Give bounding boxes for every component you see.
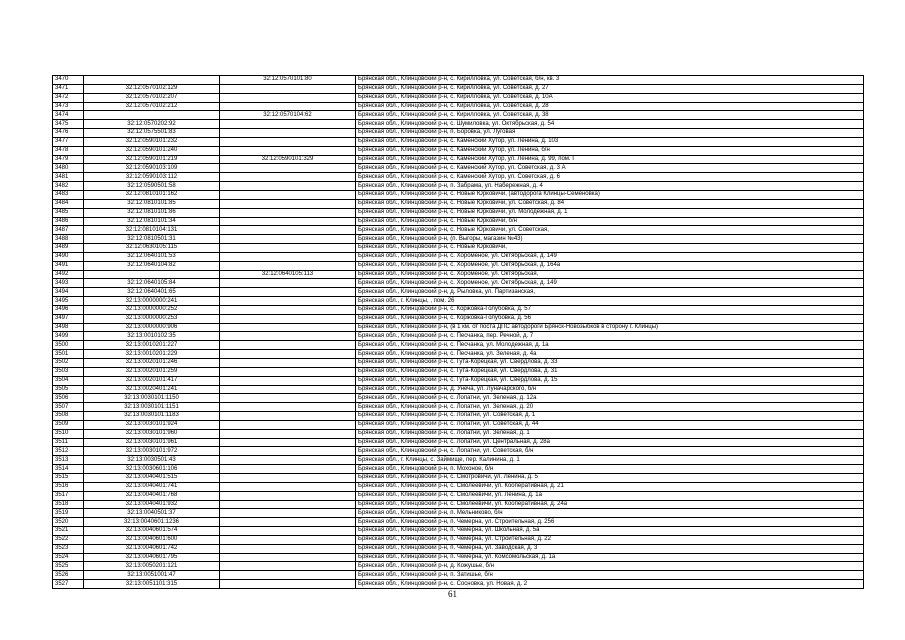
building-cadastral-number-cell: [220, 367, 356, 376]
building-cadastral-number-cell: [220, 447, 356, 456]
building-cadastral-number-cell: [220, 305, 356, 314]
table-row: [53, 447, 864, 456]
building-cadastral-number-cell: [220, 465, 356, 474]
table-row: [53, 509, 864, 518]
building-cadastral-number-cell: [220, 553, 356, 562]
address-cell: Брянская обл., Клинцовский р-н, с. Лопатни, ул. Советская, б/н: [356, 447, 864, 456]
table-row: [53, 288, 864, 297]
row-number-cell: 3472: [53, 93, 84, 102]
cadastral-number-cell: 32:13:0020101:246: [84, 359, 220, 368]
address-cell: Брянская обл., Клинцовский р-н, с. Смолеевичи, ул. Ленина, д. 1а: [356, 491, 864, 500]
table-row: [53, 500, 864, 509]
address-cell: Брянская обл., Клинцовский р-н, с. Каменский Хутор, ул. Советская, д. 3 А: [356, 164, 864, 173]
cadastral-number-cell: 32:12:0640401:65: [84, 288, 220, 297]
row-number-cell: 3491: [53, 261, 84, 270]
cadastral-number-cell: 32:12:0575501:83: [84, 129, 220, 138]
row-number-cell: 3520: [53, 518, 84, 527]
address-cell: Брянская обл., Клинцовский р-н, п. Чемерна, ул. Строительная, д. 256: [356, 518, 864, 527]
table-row: [53, 350, 864, 359]
cadastral-number-cell: 32:13:0040401:768: [84, 491, 220, 500]
building-cadastral-number-cell: [220, 394, 356, 403]
table-row: [53, 571, 864, 580]
building-cadastral-number-cell: [220, 297, 356, 306]
cadastral-number-cell: 32:13:0040501:37: [84, 509, 220, 518]
building-cadastral-number-cell: [220, 456, 356, 465]
table-row: [53, 208, 864, 217]
table-row: [53, 182, 864, 191]
address-cell: Брянская обл., Клинцовский р-н, с. Новые Юрковичи, ул. Молодежная, д. 1: [356, 208, 864, 217]
table-row: [53, 518, 864, 527]
cadastral-number-cell: 32:12:0590103:112: [84, 173, 220, 182]
building-cadastral-number-cell: [220, 359, 356, 368]
row-number-cell: 3525: [53, 562, 84, 571]
cadastral-number-cell: 32:13:0000000:906: [84, 323, 220, 332]
cadastral-number-cell: 32:13:0050201:121: [84, 562, 220, 571]
address-cell: Брянская обл., Клинцовский р-н, с. Каменский Хутор, ул. Ленина, д. 99, пом. I: [356, 155, 864, 164]
cadastral-number-cell: 32:13:0010102:35: [84, 332, 220, 341]
cadastral-number-cell: 32:12:0630105:115: [84, 244, 220, 253]
table-row: [53, 465, 864, 474]
cadastral-number-cell: 32:13:0040601:600: [84, 535, 220, 544]
row-number-cell: 3474: [53, 111, 84, 120]
building-cadastral-number-cell: [220, 252, 356, 261]
cadastral-number-cell: 32:12:0810501:31: [84, 235, 220, 244]
row-number-cell: 3482: [53, 182, 84, 191]
address-cell: Брянская обл., Клинцовский р-н, п. Забрама, ул. Набережная, д. 4: [356, 182, 864, 191]
table-row: [53, 217, 864, 226]
table-row: [53, 473, 864, 482]
cadastral-number-cell: 32:12:0810101:34: [84, 217, 220, 226]
row-number-cell: 3487: [53, 226, 84, 235]
cadastral-number-cell: 32:13:0020101:259: [84, 367, 220, 376]
cadastral-number-cell: 32:12:0810101:162: [84, 190, 220, 199]
row-number-cell: 3483: [53, 190, 84, 199]
table-row: [53, 412, 864, 421]
building-cadastral-number-cell: [220, 208, 356, 217]
row-number-cell: 3481: [53, 173, 84, 182]
address-cell: Брянская обл., Клинцовский р-н, с. Лопатни, ул. Зеленая, д. 1: [356, 429, 864, 438]
address-cell: Брянская обл., Клинцовский р-н, п. Чемерна, ул. Строительная, д. 22: [356, 535, 864, 544]
building-cadastral-number-cell: [220, 341, 356, 350]
building-cadastral-number-cell: [220, 226, 356, 235]
table-row: [53, 190, 864, 199]
address-cell: Брянская обл., Клинцовский р-н, с. Новые Юрковичи, ул. Советская, д. 84: [356, 199, 864, 208]
building-cadastral-number-cell: [220, 102, 356, 111]
building-cadastral-number-cell: [220, 562, 356, 571]
row-number-cell: 3511: [53, 438, 84, 447]
address-cell: Брянская обл., Клинцовский р-н, п. Чемерна, ул. Школьная, д. 5а: [356, 527, 864, 536]
address-cell: Брянская обл., Клинцовский р-н, (в 1 км. от поста ДПС автодороги Брянск-Новозыбков в сторону г. Клинцы): [356, 323, 864, 332]
row-number-cell: 3479: [53, 155, 84, 164]
row-number-cell: 3503: [53, 367, 84, 376]
address-cell: Брянская обл., Клинцовский р-н, с. Лопатни, ул. Зеленая, д. 12а: [356, 394, 864, 403]
address-cell: Брянская обл., Клинцовский р-н, п. Чемерна, ул. Комсомольская, д. 1а: [356, 553, 864, 562]
table-row: [53, 146, 864, 155]
row-number-cell: 3497: [53, 314, 84, 323]
cadastral-number-cell: 32:13:0010201:229: [84, 350, 220, 359]
row-number-cell: 3521: [53, 527, 84, 536]
row-number-cell: 3510: [53, 429, 84, 438]
building-cadastral-number-cell: [220, 199, 356, 208]
address-cell: Брянская обл., Клинцовский р-н, с. Новые Юрковичи, ул. Советская,: [356, 226, 864, 235]
row-number-cell: 3504: [53, 376, 84, 385]
cadastral-number-cell: 32:13:0030101:960: [84, 429, 220, 438]
address-cell: Брянская обл., Клинцовский р-н, п. Мельниково, б/н: [356, 509, 864, 518]
address-cell: Брянская обл., Клинцовский р-н, с. Кирилловка, ул. Советская, д. 28: [356, 102, 864, 111]
building-cadastral-number-cell: [220, 420, 356, 429]
address-cell: Брянская обл., Клинцовский р-н, с. Коржовка-Голубовка, д. 57: [356, 305, 864, 314]
cadastral-number-cell: 32:13:0030101:1150: [84, 394, 220, 403]
address-cell: Брянская обл., Клинцовский р-н, с. Кирилловка, ул. Советская, д. 10А: [356, 93, 864, 102]
cadastral-number-cell: 32:13:0040601:1236: [84, 518, 220, 527]
table-row: [53, 341, 864, 350]
address-cell: Брянская обл., Клинцовский р-н, с. Хороменое, ул. Октябрьская, д. 164а: [356, 261, 864, 270]
row-number-cell: 3476: [53, 129, 84, 138]
table-row: [53, 332, 864, 341]
building-cadastral-number-cell: 32:12:0640105:113: [220, 270, 356, 279]
cadastral-number-cell: 32:12:0590101:240: [84, 146, 220, 155]
address-cell: Брянская обл., Клинцовский р-н, с. Каменский Хутор, ул. Ленина, б/н: [356, 146, 864, 155]
table-row: [53, 93, 864, 102]
row-number-cell: 3488: [53, 235, 84, 244]
row-number-cell: 3513: [53, 456, 84, 465]
table-row: [53, 279, 864, 288]
row-number-cell: 3485: [53, 208, 84, 217]
address-cell: Брянская обл., Клинцовский р-н, с. Новые Юрковичи, (автодорога Клинцы-Семёновка): [356, 190, 864, 199]
row-number-cell: 3484: [53, 199, 84, 208]
cadastral-number-cell: 32:12:0570102:212: [84, 102, 220, 111]
building-cadastral-number-cell: [220, 244, 356, 253]
registry-table-body: [53, 76, 864, 589]
address-cell: Брянская обл., Клинцовский р-н, (п. Выгоры, магазин №43): [356, 235, 864, 244]
row-number-cell: 3471: [53, 84, 84, 93]
cadastral-number-cell: 32:13:0010201:227: [84, 341, 220, 350]
cadastral-number-cell: 32:13:0020401:241: [84, 385, 220, 394]
row-number-cell: 3509: [53, 420, 84, 429]
row-number-cell: 3523: [53, 544, 84, 553]
address-cell: Брянская обл., Клинцовский р-н, с. Смолеевичи, ул. Кооперативная, д. 24а: [356, 500, 864, 509]
cadastral-number-cell: 32:12:0810101:86: [84, 208, 220, 217]
address-cell: Брянская обл., Клинцовский р-н, с. Новые Юрковичи,: [356, 244, 864, 253]
address-cell: Брянская обл., Клинцовский р-н, с. Гута-Корецкая, ул. Свердлова, д. 33: [356, 359, 864, 368]
row-number-cell: 3500: [53, 341, 84, 350]
table-row: [53, 199, 864, 208]
building-cadastral-number-cell: [220, 571, 356, 580]
building-cadastral-number-cell: 32:12:0570104:62: [220, 111, 356, 120]
building-cadastral-number-cell: [220, 164, 356, 173]
table-row: [53, 544, 864, 553]
cadastral-number-cell: 32:13:0000000:252: [84, 305, 220, 314]
table-row: [53, 562, 864, 571]
cadastral-number-cell: 32:13:0030101:961: [84, 438, 220, 447]
address-cell: Брянская обл., Клинцовский р-н, с. Кирилловка, ул. Советская, б/н, кв. 3: [356, 76, 864, 85]
building-cadastral-number-cell: [220, 173, 356, 182]
building-cadastral-number-cell: [220, 137, 356, 146]
building-cadastral-number-cell: [220, 279, 356, 288]
building-cadastral-number-cell: [220, 190, 356, 199]
row-number-cell: 3524: [53, 553, 84, 562]
table-row: [53, 394, 864, 403]
address-cell: Брянская обл., Клинцовский р-н, с. Лопатни, ул. Советская, д. 1: [356, 412, 864, 421]
table-row: [53, 385, 864, 394]
table-row: [53, 129, 864, 138]
cadastral-number-cell: 32:13:0040401:932: [84, 500, 220, 509]
row-number-cell: 3501: [53, 350, 84, 359]
address-cell: Брянская обл., Клинцовский р-н, с. Песчанка, ул. Зеленая, д. 4а: [356, 350, 864, 359]
address-cell: Брянская обл., Клинцовский р-н, с. Песчанка, пер. Речной, д. 7: [356, 332, 864, 341]
building-cadastral-number-cell: [220, 429, 356, 438]
building-cadastral-number-cell: [220, 535, 356, 544]
building-cadastral-number-cell: [220, 217, 356, 226]
building-cadastral-number-cell: [220, 129, 356, 138]
building-cadastral-number-cell: [220, 482, 356, 491]
address-cell: Брянская обл., Клинцовский р-н, д. Кожушье, б/н: [356, 562, 864, 571]
table-row: [53, 420, 864, 429]
cadastral-number-cell: 32:12:0590101:232: [84, 137, 220, 146]
address-cell: Брянская обл., Клинцовский р-н, с. Гута-Корецкая, ул. Свердлова, д. 31: [356, 367, 864, 376]
address-cell: Брянская обл., Клинцовский р-н, с. Хороменое, ул. Октябрьская,: [356, 270, 864, 279]
cadastral-number-cell: 32:13:0040601:574: [84, 527, 220, 536]
cadastral-number-cell: 32:12:0590103:109: [84, 164, 220, 173]
page-number: 61: [448, 589, 457, 599]
cadastral-number-cell: 32:12:0570102:207: [84, 93, 220, 102]
building-cadastral-number-cell: [220, 376, 356, 385]
table-row: [53, 429, 864, 438]
row-number-cell: 3518: [53, 500, 84, 509]
table-row: [53, 84, 864, 93]
row-number-cell: 3470: [53, 76, 84, 85]
cadastral-number-cell: 32:13:0051001:47: [84, 571, 220, 580]
row-number-cell: 3486: [53, 217, 84, 226]
row-number-cell: 3492: [53, 270, 84, 279]
address-cell: Брянская обл., г. Клинцы, , пом. 26: [356, 297, 864, 306]
cadastral-number-cell: 32:13:0040401:741: [84, 482, 220, 491]
building-cadastral-number-cell: [220, 350, 356, 359]
address-cell: Брянская обл., Клинцовский р-н, с. Лопатни, ул. Советская, д. 44: [356, 420, 864, 429]
building-cadastral-number-cell: [220, 235, 356, 244]
address-cell: Брянская обл., Клинцовский р-н, с. Смотровичи, ул. Ленина, д. 5: [356, 473, 864, 482]
building-cadastral-number-cell: [220, 403, 356, 412]
row-number-cell: 3498: [53, 323, 84, 332]
address-cell: Брянская обл., Клинцовский р-н, с. Каменский Хутор, ул. Советская, д. 6: [356, 173, 864, 182]
building-cadastral-number-cell: [220, 314, 356, 323]
address-cell: Брянская обл., Клинцовский р-н, д. Унеча, ул. Луначарского, б/н: [356, 385, 864, 394]
table-row: [53, 323, 864, 332]
building-cadastral-number-cell: [220, 323, 356, 332]
row-number-cell: 3478: [53, 146, 84, 155]
address-cell: Брянская обл., Клинцовский р-н, с. Хороменое, ул. Октябрьская, д. 149: [356, 279, 864, 288]
building-cadastral-number-cell: [220, 580, 356, 589]
row-number-cell: 3496: [53, 305, 84, 314]
table-row: [53, 297, 864, 306]
cadastral-number-cell: 32:12:0570102:129: [84, 84, 220, 93]
building-cadastral-number-cell: [220, 288, 356, 297]
cadastral-number-cell: 32:13:0030101:972: [84, 447, 220, 456]
property-registry-table: [52, 75, 864, 589]
building-cadastral-number-cell: [220, 509, 356, 518]
building-cadastral-number-cell: [220, 93, 356, 102]
cadastral-number-cell: [84, 76, 220, 85]
table-row: [53, 173, 864, 182]
table-row: [53, 244, 864, 253]
building-cadastral-number-cell: 32:12:0590101:329: [220, 155, 356, 164]
building-cadastral-number-cell: [220, 385, 356, 394]
cadastral-number-cell: 32:13:0030101:1183: [84, 412, 220, 421]
cadastral-number-cell: 32:13:0000000:241: [84, 297, 220, 306]
address-cell: Брянская обл., Клинцовский р-н, с. Лопатни, ул. Зеленая, д. 20: [356, 403, 864, 412]
row-number-cell: 3517: [53, 491, 84, 500]
table-row: [53, 155, 864, 164]
cadastral-number-cell: 32:13:0040601:795: [84, 553, 220, 562]
cadastral-number-cell: 32:12:0640105:84: [84, 279, 220, 288]
row-number-cell: 3493: [53, 279, 84, 288]
cadastral-number-cell: 32:12:0590501:58: [84, 182, 220, 191]
building-cadastral-number-cell: [220, 473, 356, 482]
building-cadastral-number-cell: [220, 518, 356, 527]
address-cell: Брянская обл., Клинцовский р-н, п. Боровка, ул. Луговая: [356, 129, 864, 138]
building-cadastral-number-cell: [220, 438, 356, 447]
row-number-cell: 3506: [53, 394, 84, 403]
table-row: [53, 553, 864, 562]
row-number-cell: 3490: [53, 252, 84, 261]
cadastral-number-cell: 32:12:0640104:82: [84, 261, 220, 270]
row-number-cell: 3477: [53, 137, 84, 146]
building-cadastral-number-cell: [220, 544, 356, 553]
table-row: [53, 111, 864, 120]
cadastral-number-cell: 32:13:0000000:253: [84, 314, 220, 323]
cadastral-number-cell: 32:13:0030601:106: [84, 465, 220, 474]
table-row: [53, 164, 864, 173]
row-number-cell: 3499: [53, 332, 84, 341]
table-row: [53, 314, 864, 323]
table-row: [53, 456, 864, 465]
address-cell: Брянская обл., Клинцовский р-н, с. Сосновка, ул. Новая, д. 2: [356, 580, 864, 589]
table-row: [53, 102, 864, 111]
table-row: [53, 376, 864, 385]
building-cadastral-number-cell: [220, 261, 356, 270]
cadastral-number-cell: 32:12:0810104:131: [84, 226, 220, 235]
table-row: [53, 137, 864, 146]
row-number-cell: 3512: [53, 447, 84, 456]
address-cell: Брянская обл., Клинцовский р-н, с. Кирилловка, ул. Советская, д. 38: [356, 111, 864, 120]
building-cadastral-number-cell: [220, 146, 356, 155]
building-cadastral-number-cell: [220, 491, 356, 500]
table-row: [53, 438, 864, 447]
building-cadastral-number-cell: [220, 527, 356, 536]
building-cadastral-number-cell: [220, 120, 356, 129]
table-row: [53, 261, 864, 270]
address-cell: Брянская обл., Клинцовский р-н, с. Лопатни, ул. Центральная, д. 28а: [356, 438, 864, 447]
row-number-cell: 3480: [53, 164, 84, 173]
row-number-cell: 3516: [53, 482, 84, 491]
table-row: [53, 76, 864, 85]
cadastral-number-cell: 32:13:0020101:417: [84, 376, 220, 385]
table-row: [53, 305, 864, 314]
table-row: [53, 403, 864, 412]
address-cell: Брянская обл., Клинцовский р-н, с. Коржовка-Голубовка, д. 56: [356, 314, 864, 323]
row-number-cell: 3507: [53, 403, 84, 412]
table-row: [53, 491, 864, 500]
table-row: [53, 235, 864, 244]
address-cell: Брянская обл., Клинцовский р-н, с. Кирилловка, ул. Советская, д. 27: [356, 84, 864, 93]
address-cell: Брянская обл., Клинцовский р-н, с. Новые Юрковичи, б/н: [356, 217, 864, 226]
table-row: [53, 580, 864, 589]
table-row: [53, 226, 864, 235]
address-cell: Брянская обл., Клинцовский р-н, с. Смолеевичи, ул. Кооперативная, д. 21: [356, 482, 864, 491]
cadastral-number-cell: 32:13:0040601:742: [84, 544, 220, 553]
address-cell: Брянская обл., Клинцовский р-н, с. Шумиловка, ул. Октябрьская, д. 54: [356, 120, 864, 129]
table-row: [53, 252, 864, 261]
building-cadastral-number-cell: [220, 84, 356, 93]
address-cell: Брянская обл., Клинцовский р-н, п. Затишье, б/н: [356, 571, 864, 580]
cadastral-number-cell: 32:13:0040401:515: [84, 473, 220, 482]
row-number-cell: 3526: [53, 571, 84, 580]
cadastral-number-cell: 32:12:0640101:53: [84, 252, 220, 261]
row-number-cell: 3519: [53, 509, 84, 518]
table-row: [53, 482, 864, 491]
row-number-cell: 3505: [53, 385, 84, 394]
row-number-cell: 3522: [53, 535, 84, 544]
row-number-cell: 3527: [53, 580, 84, 589]
row-number-cell: 3502: [53, 359, 84, 368]
table-row: [53, 120, 864, 129]
cadastral-number-cell: 32:13:0030101:1151: [84, 403, 220, 412]
address-cell: Брянская обл., Клинцовский р-н, с. Хороменое, ул. Октябрьская, д. 149: [356, 252, 864, 261]
cadastral-number-cell: 32:13:0030101:924: [84, 420, 220, 429]
row-number-cell: 3475: [53, 120, 84, 129]
address-cell: Брянская обл., Клинцовский р-н, п. Мохоное, б/н: [356, 465, 864, 474]
row-number-cell: 3514: [53, 465, 84, 474]
row-number-cell: 3473: [53, 102, 84, 111]
row-number-cell: 3495: [53, 297, 84, 306]
cadastral-number-cell: 32:13:0051101:315: [84, 580, 220, 589]
cadastral-number-cell: 32:12:0810101:85: [84, 199, 220, 208]
table-row: [53, 270, 864, 279]
row-number-cell: 3489: [53, 244, 84, 253]
cadastral-number-cell: [84, 111, 220, 120]
cadastral-number-cell: [84, 270, 220, 279]
address-cell: Брянская обл., Клинцовский р-н, д. Рыловка, ул. Партизанская,: [356, 288, 864, 297]
building-cadastral-number-cell: 32:12:0570101:80: [220, 76, 356, 85]
table-row: [53, 367, 864, 376]
building-cadastral-number-cell: [220, 332, 356, 341]
row-number-cell: 3494: [53, 288, 84, 297]
address-cell: Брянская обл., г. Клинцы, с. Займище, пер. Калинина, д. 1: [356, 456, 864, 465]
table-row: [53, 527, 864, 536]
address-cell: Брянская обл., Клинцовский р-н, с. Каменский Хутор, ул. Ленина, д. 103: [356, 137, 864, 146]
building-cadastral-number-cell: [220, 500, 356, 509]
cadastral-number-cell: 32:13:0030501:43: [84, 456, 220, 465]
building-cadastral-number-cell: [220, 182, 356, 191]
address-cell: Брянская обл., Клинцовский р-н, п. Чемерна, ул. Заводская, д. 3: [356, 544, 864, 553]
table-row: [53, 359, 864, 368]
cadastral-number-cell: 32:12:0590101:219: [84, 155, 220, 164]
row-number-cell: 3508: [53, 412, 84, 421]
table-row: [53, 535, 864, 544]
address-cell: Брянская обл., Клинцовский р-н, с. Гута-Корецкая, ул. Свердлова, д. 15: [356, 376, 864, 385]
cadastral-number-cell: 32:12:0570202:92: [84, 120, 220, 129]
row-number-cell: 3515: [53, 473, 84, 482]
address-cell: Брянская обл., Клинцовский р-н, с. Песчанка, ул. Молодежная, д. 1а: [356, 341, 864, 350]
building-cadastral-number-cell: [220, 412, 356, 421]
